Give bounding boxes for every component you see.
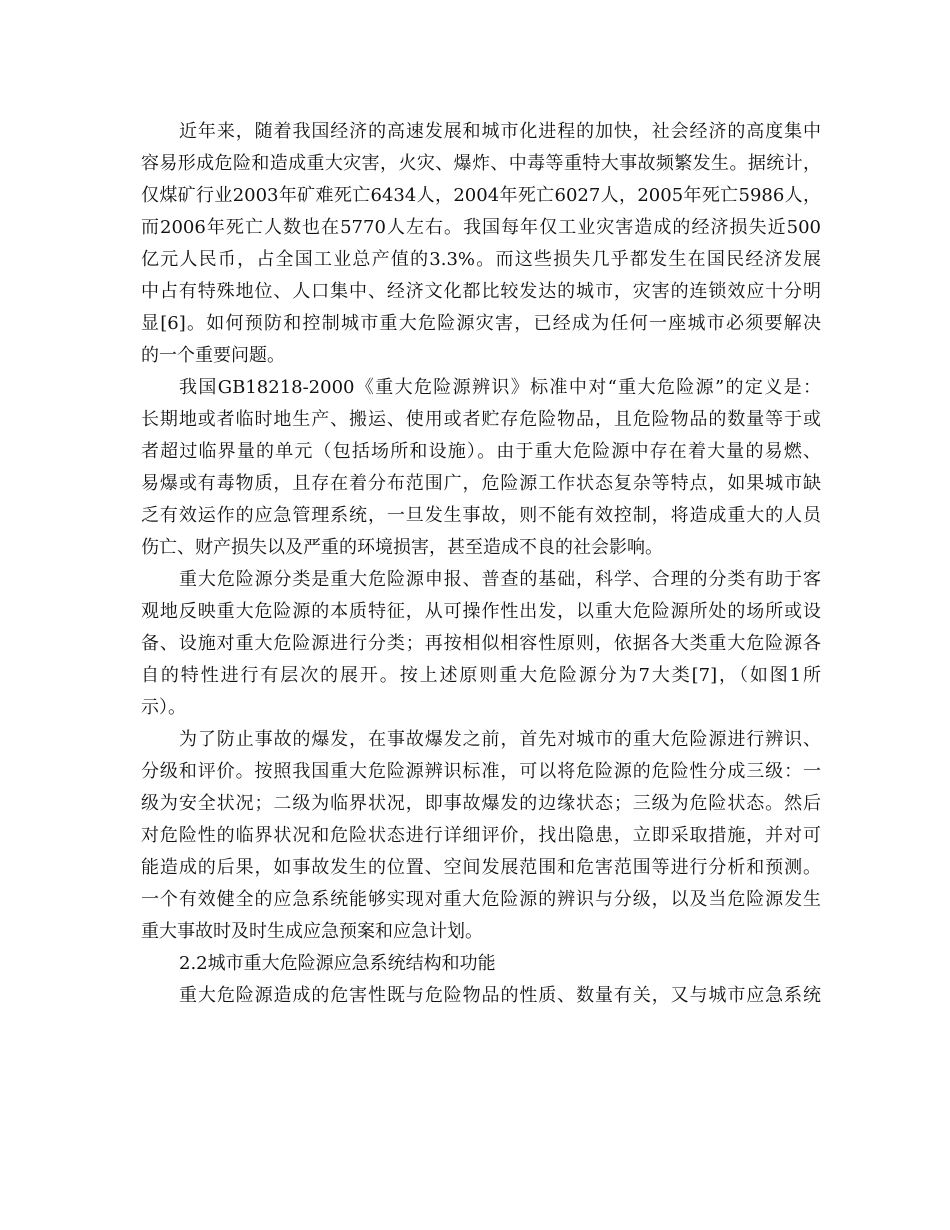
paragraph-2 [141, 372, 821, 564]
paragraph-line: 的一个重要问题。 [141, 345, 285, 366]
paragraph-1 [141, 116, 821, 372]
paragraph-5 [141, 980, 821, 1012]
paragraph-line: 显[6]。如何预防和控制城市重大危险源灾害，已经成为任何一座城市必须要解决 [141, 313, 821, 334]
paragraph-line: 能造成的后果，如事故发生的位置、空间发展范围和危害范围等进行分析和预测。 [141, 857, 821, 878]
paragraph-line: 者超过临界量的单元（包括场所和设施）。由于重大危险源中存在着大量的易燃、 [141, 441, 821, 462]
paragraph-line: 长期地或者临时地生产、搬运、使用或者贮存危险物品，且危险物品的数量等于或 [141, 409, 821, 430]
paragraph-line: 备、设施对重大危险源进行分类；再按相似相容性原则，依据各大类重大危险源各 [141, 633, 821, 654]
paragraph-line: 仅煤矿行业2003年矿难死亡6434人，2004年死亡6027人，2005年死亡5986人， [141, 185, 821, 206]
paragraph-line: 易爆或有毒物质，且存在着分布范围广，危险源工作状态复杂等特点，如果城市缺 [141, 473, 821, 494]
section-heading: 2.2城市重大危险源应急系统结构和功能 [179, 953, 496, 974]
paragraph-4 [141, 724, 821, 948]
paragraph-line: 而2006年死亡人数也在5770人左右。我国每年仅工业灾害造成的经济损失近500 [141, 217, 821, 238]
paragraph-line: 观地反映重大危险源的本质特征，从可操作性出发，以重大危险源所处的场所或设 [141, 601, 821, 622]
paragraph-line: 伤亡、财产损失以及严重的环境损害，甚至造成不良的社会影响。 [141, 537, 663, 558]
paragraph-line: 重大事故时及时生成应急预案和应急计划。 [141, 921, 483, 942]
paragraph-line: 容易形成危险和造成重大灾害，火灾、爆炸、中毒等重特大事故频繁发生。据统计， [141, 153, 821, 174]
paragraph-line: 自的特性进行有层次的展开。按上述原则重大危险源分为7大类[7]，（如图1所 [141, 665, 821, 686]
paragraph-line: 近年来，随着我国经济的高速发展和城市化进程的加快，社会经济的高度集中 [179, 121, 821, 142]
document-body [141, 116, 821, 1012]
paragraph-line: 对危险性的临界状况和危险状态进行详细评价，找出隐患，立即采取措施，并对可 [141, 825, 821, 846]
paragraph-line: 示）。 [141, 697, 186, 718]
paragraph-line: 重大危险源造成的危害性既与危险物品的性质、数量有关，又与城市应急系统 [179, 985, 821, 1006]
paragraph-line: 乏有效运作的应急管理系统，一旦发生事故，则不能有效控制，将造成重大的人员 [141, 505, 821, 526]
paragraph-3 [141, 564, 821, 724]
paragraph-line: 为了防止事故的爆发，在事故爆发之前，首先对城市的重大危险源进行辨识、 [179, 729, 821, 750]
paragraph-line: 亿元人民币，占全国工业总产值的3.3%。而这些损失几乎都发生在国民经济发展 [141, 249, 821, 270]
paragraph-line: 我国GB18218-2000《重大危险源辨识》标准中对“重大危险源”的定义是： [179, 377, 821, 398]
paragraph-line: 中占有特殊地位、人口集中、经济文化都比较发达的城市，灾害的连锁效应十分明 [141, 281, 821, 302]
paragraph-line: 级为安全状况；二级为临界状况，即事故爆发的边缘状态；三级为危险状态。然后 [141, 793, 821, 814]
paragraph-line: 一个有效健全的应急系统能够实现对重大危险源的辨识与分级，以及当危险源发生 [141, 889, 821, 910]
paragraph-line: 重大危险源分类是重大危险源申报、普查的基础，科学、合理的分类有助于客 [179, 569, 821, 590]
paragraph-line: 分级和评价。按照我国重大危险源辨识标准，可以将危险源的危险性分成三级：一 [141, 761, 821, 782]
